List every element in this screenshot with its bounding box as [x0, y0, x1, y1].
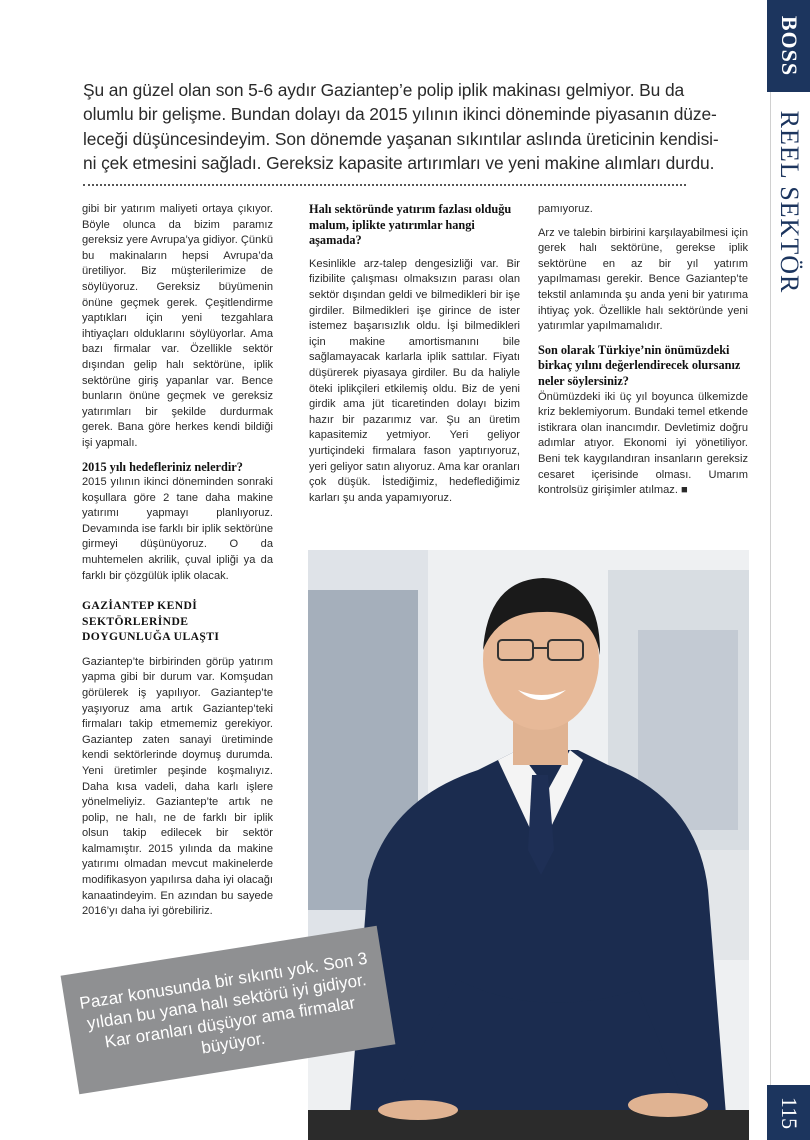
lead-line: olumlu bir gelişme. Bundan dolayı da 2015 yılının ikinci döneminde piyasanın düze-	[83, 104, 717, 125]
body-paragraph: gibi bir yatırım maliyeti ortaya çıkıyor. Böyle olunca da bizim paramız gereksiz yere Avrupa’ya gidiyor. Çünkü bu makinaların hepsi Avrupa’da üretiliyor. Biz müşterilerimize de söylüyoruz. Gereksiz büyümenin önüne geçmek gerek. Çeşitlendirme yaptıkları için yeni tezgahlara ihtiyaçları olduklarını söylüyorlar. Ama bazı firmalar var. Özellikle sektör dışından gelip halı sektörüne, iplik sektörüne giriş yapanlar var. Bence bunların önüne geçmek ve gereksiz yatırımları bir şekilde durdurmak gerek. Bana göre herkes kendi bildiği işi yapmalı.	[82, 203, 273, 449]
dotted-divider	[83, 184, 686, 186]
interview-question: Son olarak Türkiye’nin önümüzdeki birkaç yılını değerlendirecek olursanız neler söylersiniz?	[538, 342, 741, 388]
column-left	[82, 202, 273, 920]
section-label: REEL SEKTÖR	[774, 110, 804, 294]
column-right	[538, 202, 748, 499]
page-number-tab	[767, 1085, 810, 1140]
column-middle	[309, 202, 520, 506]
body-paragraph: 2015 yılının ikinci döneminden sonraki koşullara göre 2 tane daha makine yatırımı yapmayı planlıyoruz. Devamında ise farklı bir iplik sektörüne girmeyi düşünüyoruz. O da muhtemelen akrilik, çuval ipliği ya da farklı bir çözgülük iplik olacak.	[82, 476, 273, 582]
end-mark: ■	[681, 484, 688, 497]
lead-line: Şu an güzel olan son 5-6 aydır Gaziantep’e polip iplik makinası gelmiyor. Bu da	[83, 80, 685, 100]
lead-line: leceği düşüncesindeyim. Son dönemde yaşanan sıkıntılar aslında üreticinin kendisi-	[83, 128, 719, 149]
interview-question: Halı sektöründe yatırım fazlası olduğu malum, iplikte yatırımlar hangi aşamada?	[309, 202, 512, 248]
page-number: 115	[776, 1096, 802, 1129]
body-paragraph: Gaziantep’te birbirinden görüp yatırım yapma gibi bir durum var. Komşudan görülerek iş yapılıyor. Gaziantep’te yaşıyoruz ama artık Gaziantep’teki firmaları takip etmememiz gerekiyor. Gaziantep zaten sanayi üretiminde kendi sektörlerinde doymuş durumda. Yeni üretimler peşinde koşmalıyız. Daha kısa vadeli, daha karlı işlere yönelmeliyiz. Gaziantep’te artık ne polip, ne halı, ne de farklı bir iplik olsun takip edilecek bir sektör kalmamıştır. 2015 yılında da makine yatırımı olmadan mevcut makinelerde modifikasyon yapılırsa daha iyi olacağı kanaatindeyim. En azından bu sayede 2016’yı daha iyi görebiliriz.	[82, 655, 273, 918]
body-paragraph: Arz ve talebin birbirini karşılayabilmesi için gerek halı sektörüne, gerekse iplik sektörüne en az bir yıl yatırım yapılmaması gerekir. Bence Gaziantep’te tekstil anlamında şu anda yeni bir yatırıma ihtiyaç yok. Özellikle halı sektöründe yeni yatırımlar yapılmamalıdır.	[538, 226, 748, 333]
lead-paragraph	[83, 78, 755, 176]
interview-question: 2015 yılı hedefleriniz nelerdir?	[82, 459, 243, 474]
body-paragraph	[538, 390, 748, 499]
brand-tab	[767, 0, 810, 92]
pull-quote-text: Pazar konusunda bir sıkıntı yok. Son 3 yıldan bu yana halı sektörü iyi gidiyor. Kar oranları düşüyor ama firmalar büyüyor.	[78, 948, 369, 1058]
section-subheading: GAZİANTEP KENDİ SEKTÖRLERİNDE DOYGUNLUĞA ULAŞTI	[82, 599, 220, 644]
body-paragraph: Kesinlikle arz-talep dengesizliği var. Bir fizibilite çalışması olmaksızın parası olan sektör dışından geldi ve bilmedikleri bir işe girdiler. Bilmedikleri işe girince de ister istemez başarısızlık oldu. İşi bilmedikleri için makine amortismanını bile sağlamayacak karlarla iplik sattılar. Fiyatı düşürerek piyasaya girdiler. Bu da haliyle öteki iplikçileri etkilemiş oldu. Biz de yeni girdik ama jüt ticaretinden dolayı bizim hazır bir pazarımız var. Şu an üretim kapasitemiz yetmiyor. Yeri geliyor yurtiçindeki firmalara fason yaptırıyoruz, yeri geliyor satın alıyoruz. Ama kar oranları çok düşük. İstediğimiz, hedeflediğimiz karları şu anda yapamıyoruz.	[309, 257, 520, 504]
lead-line: ni çek etmesini sağladı. Gereksiz kapasite artırımları ve yeni makine alımları durdu.	[83, 153, 715, 174]
brand-label: BOSS	[776, 15, 802, 77]
portrait-illustration	[308, 550, 749, 1140]
portrait-photo	[308, 550, 749, 1140]
section-tab	[767, 92, 810, 312]
closing-text: Önümüzdeki iki üç yıl boyunca ülkemizde kriz beklemiyorum. Bundaki temel etkende istikrara olan inancımdır. Devletimiz doğru adımlar atıyor. Ekonomi iyi yönetiliyor. Beni tek kaygılandıran insanların gereksiz cesaret içerisinde olması. Umarım kontrolsüz girişimler atılmaz.	[538, 390, 748, 497]
body-paragraph: pamıyoruz.	[538, 203, 593, 215]
